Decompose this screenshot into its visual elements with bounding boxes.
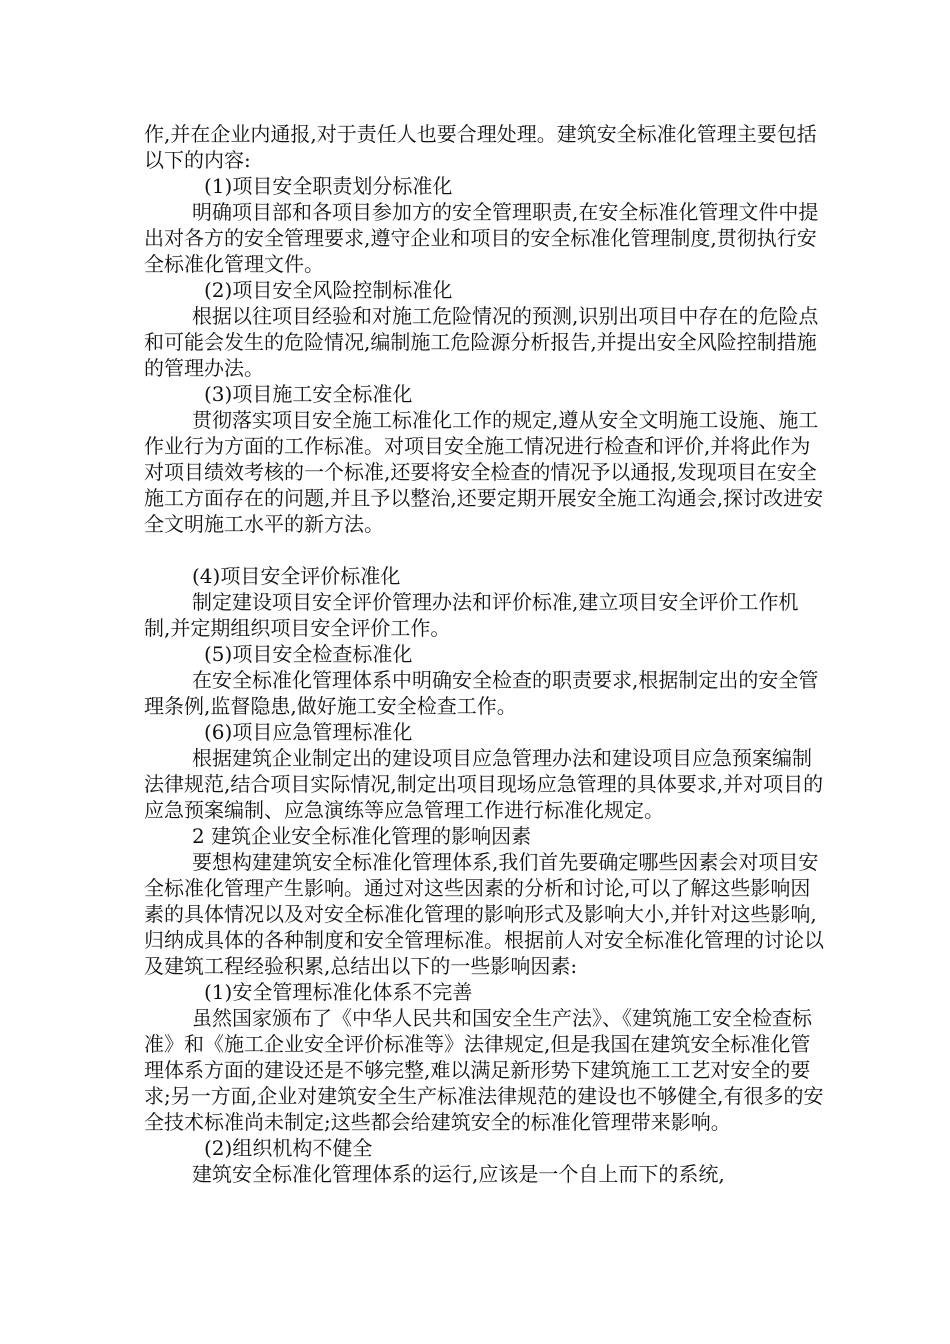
paragraph-7: 要想构建建筑安全标准化管理体系,我们首先要确定哪些因素会对项目安全标准化管理产生影响。通过对这些因素的分析和讨论,可以了解这些影响因素的具体情况以及对安全标准化管理的影响形式及影响大小,并针对这些影响,归纳成具体的各种制度和安全管理标准。根据前人对安全标准化管理的讨论以及建筑工程经验积累,总结出以下的一些影响因素: — [144, 850, 824, 978]
paragraph-8: 虽然国家颁布了《中华人民共和国安全生产法》、《建筑施工安全检查标准》和《施工企业安全评价标准等》法律规定,但是我国在建筑安全标准化管理体系方面的建设还是不够完整,难以满足新形势下建筑施工工艺对安全的要求;另一方面,企业对建筑安全生产标准法律规范的建设也不够健全,有很多的安全技术标准尚未制定;这些都会给建筑安全的标准化管理带来影响。 — [144, 1006, 824, 1134]
paragraph-1: 明确项目部和各项目参加方的安全管理职责,在安全标准化管理文件中提出对各方的安全管理要求,遵守企业和项目的安全标准化管理制度,贯彻执行安全标准化管理文件。 — [144, 200, 819, 276]
paragraph-6: 根据建筑企业制定出的建设项目应急管理办法和建设项目应急预案编制法律规范,结合项目实际情况,制定出项目现场应急管理的具体要求,并对项目的应急预案编制、应急演练等应急管理工作进行标准化规定。 — [144, 746, 824, 822]
paragraph-5: 在安全标准化管理体系中明确安全检查的职责要求,根据制定出的安全管理条例,监督隐患,做好施工安全检查工作。 — [144, 668, 819, 718]
paragraph-4: 制定建设项目安全评价管理办法和评价标准,建立项目安全评价工作机制,并定期组织项目安全评价工作。 — [144, 590, 799, 640]
body-text — [144, 121, 824, 1187]
paragraph-3: 贯彻落实项目安全施工标准化工作的规定,遵从安全文明施工设施、施工作业行为方面的工作标准。对项目安全施工情况进行检查和评价,并将此作为对项目绩效考核的一个标准,还要将安全检查的情况予以通报,发现项目在安全施工方面存在的问题,并且予以整治,还要定期开展安全施工沟通会,探讨改进安全文明施工水平的新方法。 — [144, 408, 824, 536]
blank-line — [144, 537, 824, 563]
subheading-1: (1)项目安全职责划分标准化 — [204, 174, 453, 198]
paragraph-continuation: 作,并在企业内通报,对于责任人也要合理处理。建筑安全标准化管理主要包括以下的内容: — [144, 122, 817, 172]
subheading-3: (3)项目施工安全标准化 — [204, 382, 413, 406]
subheading-5: (5)项目安全检查标准化 — [204, 642, 413, 666]
subheading-4: (4)项目安全评价标准化 — [192, 564, 401, 588]
paragraph-9: 建筑安全标准化管理体系的运行,应该是一个自上而下的系统, — [192, 1162, 725, 1186]
subheading-2: (2)项目安全风险控制标准化 — [204, 278, 453, 302]
subheading-6: (6)项目应急管理标准化 — [204, 720, 413, 744]
paragraph-2: 根据以往项目经验和对施工危险情况的预测,识别出项目中存在的危险点和可能会发生的危险情况,编制施工危险源分析报告,并提出安全风险控制措施的管理办法。 — [144, 304, 819, 380]
subheading-8: (2)组织机构不健全 — [204, 1136, 373, 1160]
section-heading: 2 建筑企业安全标准化管理的影响因素 — [192, 824, 532, 848]
subheading-7: (1)安全管理标准化体系不完善 — [204, 980, 473, 1004]
